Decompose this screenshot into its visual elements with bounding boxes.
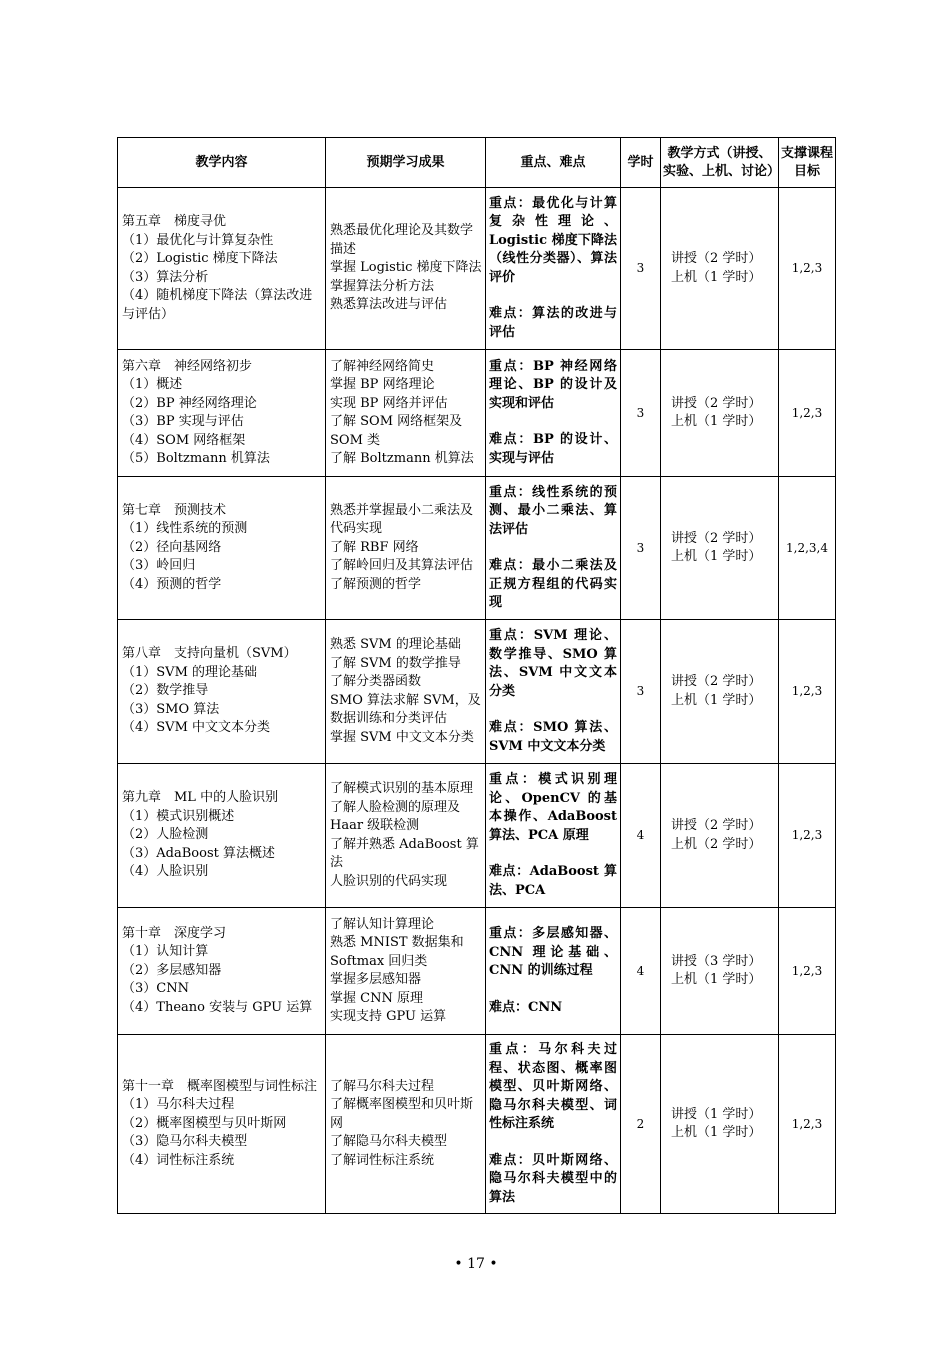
table-row: [118, 350, 836, 477]
outcome-item: 掌握算法分析方法: [330, 278, 435, 294]
cell-outcomes: [326, 908, 486, 1035]
outcome-item: 了解神经网络简史: [330, 358, 435, 374]
chapter-topic: （2）人脸检测: [122, 827, 209, 843]
outcome-item: 掌握 CNN 原理: [330, 990, 423, 1006]
chapter-topic: （4）人脸识别: [122, 864, 209, 880]
chapter-topic: （1）SVM 的理论基础: [122, 664, 258, 680]
chapter-title: 第五章 梯度寻优: [122, 214, 227, 229]
difficult-points: 难点：算法的改进与评估: [489, 306, 617, 340]
cell-hours: 4: [621, 908, 661, 1035]
outcome-item: 了解模式识别的基本原理: [330, 781, 474, 796]
spacer: [489, 1134, 617, 1152]
chapter-title: 第十章 深度学习: [122, 925, 227, 941]
cell-outcomes: [326, 620, 486, 764]
key-points: 重点：BP 神经网络理论、BP 的设计及实现和评估: [489, 358, 617, 411]
cell-key-difficult: [486, 908, 621, 1035]
outcome-item: 了解认知计算理论: [330, 916, 435, 932]
outcome-item: 熟悉并掌握最小二乘法及代码实现: [330, 502, 474, 537]
outcome-item: 了解 SVM 的数学推导: [330, 655, 461, 671]
chapter-topic: （4）SVM 中文文本分类: [122, 720, 271, 736]
cell-key-difficult: [486, 477, 621, 620]
cell-content: [118, 477, 326, 620]
table-row: [118, 908, 836, 1035]
key-points: 重点：SVM 理论、数学推导、SMO 算法、SVM 中文文本分类: [489, 628, 617, 699]
header-content: 教学内容: [118, 138, 326, 188]
outcome-item: 了解概率图模型和贝叶斯网: [330, 1097, 474, 1131]
cell-method: [661, 477, 779, 620]
cell-goals: 1,2,3: [779, 188, 836, 350]
header-key-difficult: 重点、难点: [486, 138, 621, 188]
difficult-points: 难点：BP 的设计、实现与评估: [489, 432, 617, 466]
cell-method: [661, 908, 779, 1035]
chapter-topic: （4）词性标注系统: [122, 1152, 235, 1168]
cell-content: [118, 350, 326, 477]
syllabus-table: [117, 137, 836, 1214]
outcome-item: 人脸识别的代码实现: [330, 873, 448, 889]
outcome-item: 了解马尔科夫过程: [330, 1078, 435, 1094]
chapter-topic: （1）模式识别概述: [122, 808, 235, 824]
cell-goals: 1,2,3: [779, 1035, 836, 1214]
cell-content: [118, 908, 326, 1035]
cell-outcomes: [326, 764, 486, 908]
difficult-points: 难点：AdaBoost 算法、PCA: [489, 864, 617, 898]
cell-method: [661, 350, 779, 477]
table-row: [118, 620, 836, 764]
chapter-topic: （4）Theano 安装与 GPU 运算: [122, 999, 313, 1015]
method-item: 上机（1 学时）: [671, 1125, 762, 1140]
table-row: [118, 764, 836, 908]
method-item: 讲授（2 学时）: [671, 395, 762, 411]
cell-goals: 1,2,3: [779, 620, 836, 764]
outcome-item: 掌握多层感知器: [330, 972, 422, 987]
method-item: 上机（1 学时）: [671, 549, 762, 564]
cell-method: [661, 188, 779, 350]
table-row: [118, 477, 836, 620]
method-item: 讲授（1 学时）: [671, 1106, 762, 1122]
spacer: [489, 701, 617, 719]
cell-goals: 1,2,3: [779, 764, 836, 908]
chapter-topic: （3）AdaBoost 算法概述: [122, 845, 275, 861]
table-row: [118, 1035, 836, 1214]
cell-hours: 3: [621, 477, 661, 620]
chapter-title: 第六章 神经网络初步: [122, 358, 253, 374]
header-method: 教学方式（讲授、实验、上机、讨论）: [661, 138, 779, 188]
cell-hours: 2: [621, 1035, 661, 1214]
key-points: 重点：多层感知器、CNN 理论基础、CNN 的训练过程: [489, 926, 617, 978]
outcome-item: 掌握 SVM 中文文本分类: [330, 729, 474, 745]
outcome-item: 了解隐马尔科夫模型: [330, 1134, 448, 1150]
cell-key-difficult: [486, 188, 621, 350]
method-item: 讲授（2 学时）: [671, 674, 762, 689]
chapter-title: 第九章 ML 中的人脸识别: [122, 790, 279, 806]
key-points: 重点：马尔科夫过程、状态图、概率图模型、贝叶斯网络、隐马尔科夫模型、词性标注系统: [489, 1042, 617, 1131]
outcome-item: 熟悉 SVM 的理论基础: [330, 637, 461, 652]
table-header-row: [118, 138, 836, 188]
chapter-topic: （2）Logistic 梯度下降法: [122, 251, 278, 266]
key-points: 重点：线性系统的预测、最小二乘法、算法评估: [489, 484, 617, 537]
method-item: 讲授（2 学时）: [671, 818, 762, 833]
cell-method: [661, 764, 779, 908]
outcome-item: 熟悉 MNIST 数据集和 Softmax 回归类: [330, 935, 464, 969]
cell-key-difficult: [486, 1035, 621, 1214]
method-item: 上机（1 学时）: [671, 269, 762, 285]
difficult-points: 难点：SMO 算法、SVM 中文文本分类: [489, 720, 617, 754]
cell-outcomes: [326, 477, 486, 620]
outcome-item: 了解分类器函数: [330, 674, 422, 689]
cell-method: [661, 1035, 779, 1214]
chapter-topic: （2）多层感知器: [122, 962, 222, 978]
spacer: [489, 413, 617, 431]
chapter-topic: （3）算法分析: [122, 269, 209, 285]
chapter-topic: （5）Boltzmann 机算法: [122, 451, 270, 466]
outcome-item: 了解岭回归及其算法评估: [330, 558, 474, 574]
method-item: 讲授（3 学时）: [671, 953, 762, 969]
difficult-points: 难点：最小二乘法及正规方程组的代码实现: [489, 558, 617, 610]
outcome-item: 实现支持 GPU 运算: [330, 1009, 447, 1024]
chapter-title: 第七章 预测技术: [122, 502, 227, 518]
method-item: 讲授（2 学时）: [671, 251, 762, 266]
cell-method: [661, 620, 779, 764]
chapter-topic: （4）SOM 网络框架: [122, 432, 246, 448]
outcome-item: 了解 RBF 网络: [330, 539, 419, 555]
chapter-topic: （2）径向基网络: [122, 539, 222, 555]
chapter-topic: （1）概述: [122, 377, 183, 392]
header-goals: 支撑课程目标: [779, 138, 836, 188]
cell-outcomes: [326, 188, 486, 350]
key-points: 重点：模式识别理论、OpenCV 的基本操作、AdaBoost 算法、PCA 原理: [489, 772, 617, 843]
cell-outcomes: [326, 1035, 486, 1214]
cell-goals: 1,2,3: [779, 350, 836, 477]
cell-key-difficult: [486, 350, 621, 477]
chapter-topic: （1）认知计算: [122, 944, 209, 960]
cell-key-difficult: [486, 764, 621, 908]
chapter-topic: （2）概率图模型与贝叶斯网: [122, 1115, 287, 1131]
spacer: [489, 539, 617, 557]
cell-goals: 1,2,3,4: [779, 477, 836, 620]
difficult-points: 难点：贝叶斯网络、隐马尔科夫模型中的算法: [489, 1152, 617, 1205]
outcome-item: 了解词性标注系统: [330, 1152, 435, 1168]
chapter-topic: （1）线性系统的预测: [122, 521, 248, 537]
chapter-topic: （4）预测的哲学: [122, 576, 222, 592]
page-number: • 17 •: [454, 1256, 498, 1272]
method-item: 上机（1 学时）: [671, 692, 762, 708]
cell-hours: 3: [621, 188, 661, 350]
cell-content: [118, 188, 326, 350]
header-outcomes: 预期学习成果: [326, 138, 486, 188]
chapter-topic: （3）BP 实现与评估: [122, 414, 244, 429]
cell-content: [118, 764, 326, 908]
difficult-points: 难点：CNN: [489, 999, 563, 1015]
chapter-topic: （1）马尔科夫过程: [122, 1097, 235, 1113]
method-item: 上机（1 学时）: [671, 972, 762, 987]
method-item: 上机（2 学时）: [671, 836, 762, 852]
cell-hours: 3: [621, 620, 661, 764]
outcome-item: 了解并熟悉 AdaBoost 算法: [330, 836, 479, 870]
cell-goals: 1,2,3: [779, 908, 836, 1035]
cell-outcomes: [326, 350, 486, 477]
key-points: 重点：最优化与计算复杂性理论、Logistic 梯度下降法（线性分类器）、算法评价: [489, 195, 617, 285]
outcome-item: 了解预测的哲学: [330, 576, 422, 592]
cell-key-difficult: [486, 620, 621, 764]
chapter-topic: （1）最优化与计算复杂性: [122, 232, 274, 248]
header-hours: 学时: [621, 138, 661, 188]
outcome-item: SMO 算法求解 SVM，及数据训练和分类评估: [330, 692, 481, 726]
cell-hours: 3: [621, 350, 661, 477]
chapter-topic: （3）隐马尔科夫模型: [122, 1134, 248, 1150]
spacer: [489, 981, 617, 999]
cell-content: [118, 1035, 326, 1214]
table-body: [118, 188, 836, 1214]
chapter-topic: （4）随机梯度下降法（算法改进与评估）: [122, 288, 313, 322]
chapter-topic: （2）BP 神经网络理论: [122, 395, 257, 411]
chapter-title: 第十一章 概率图模型与词性标注: [122, 1078, 318, 1094]
method-item: 讲授（2 学时）: [671, 530, 762, 546]
chapter-topic: （3）SMO 算法: [122, 701, 220, 717]
method-item: 上机（1 学时）: [671, 414, 762, 429]
chapter-title: 第八章 支持向量机（SVM）: [122, 646, 297, 662]
table-row: [118, 188, 836, 350]
chapter-topic: （3）CNN: [122, 981, 189, 997]
outcome-item: 了解 SOM 网络框架及 SOM 类: [330, 414, 463, 448]
chapter-topic: （2）数学推导: [122, 683, 209, 699]
outcome-item: 掌握 Logistic 梯度下降法: [330, 260, 482, 276]
outcome-item: 掌握 BP 网络理论: [330, 377, 435, 392]
cell-hours: 4: [621, 764, 661, 908]
spacer: [489, 287, 617, 305]
spacer: [489, 845, 617, 863]
outcome-item: 熟悉最优化理论及其数学描述: [330, 223, 474, 257]
outcome-item: 熟悉算法改进与评估: [330, 297, 448, 313]
cell-content: [118, 620, 326, 764]
outcome-item: 实现 BP 网络并评估: [330, 395, 448, 411]
outcome-item: 了解 Boltzmann 机算法: [330, 451, 474, 466]
chapter-topic: （3）岭回归: [122, 558, 196, 574]
outcome-item: 了解人脸检测的原理及 Haar 级联检测: [330, 799, 461, 833]
